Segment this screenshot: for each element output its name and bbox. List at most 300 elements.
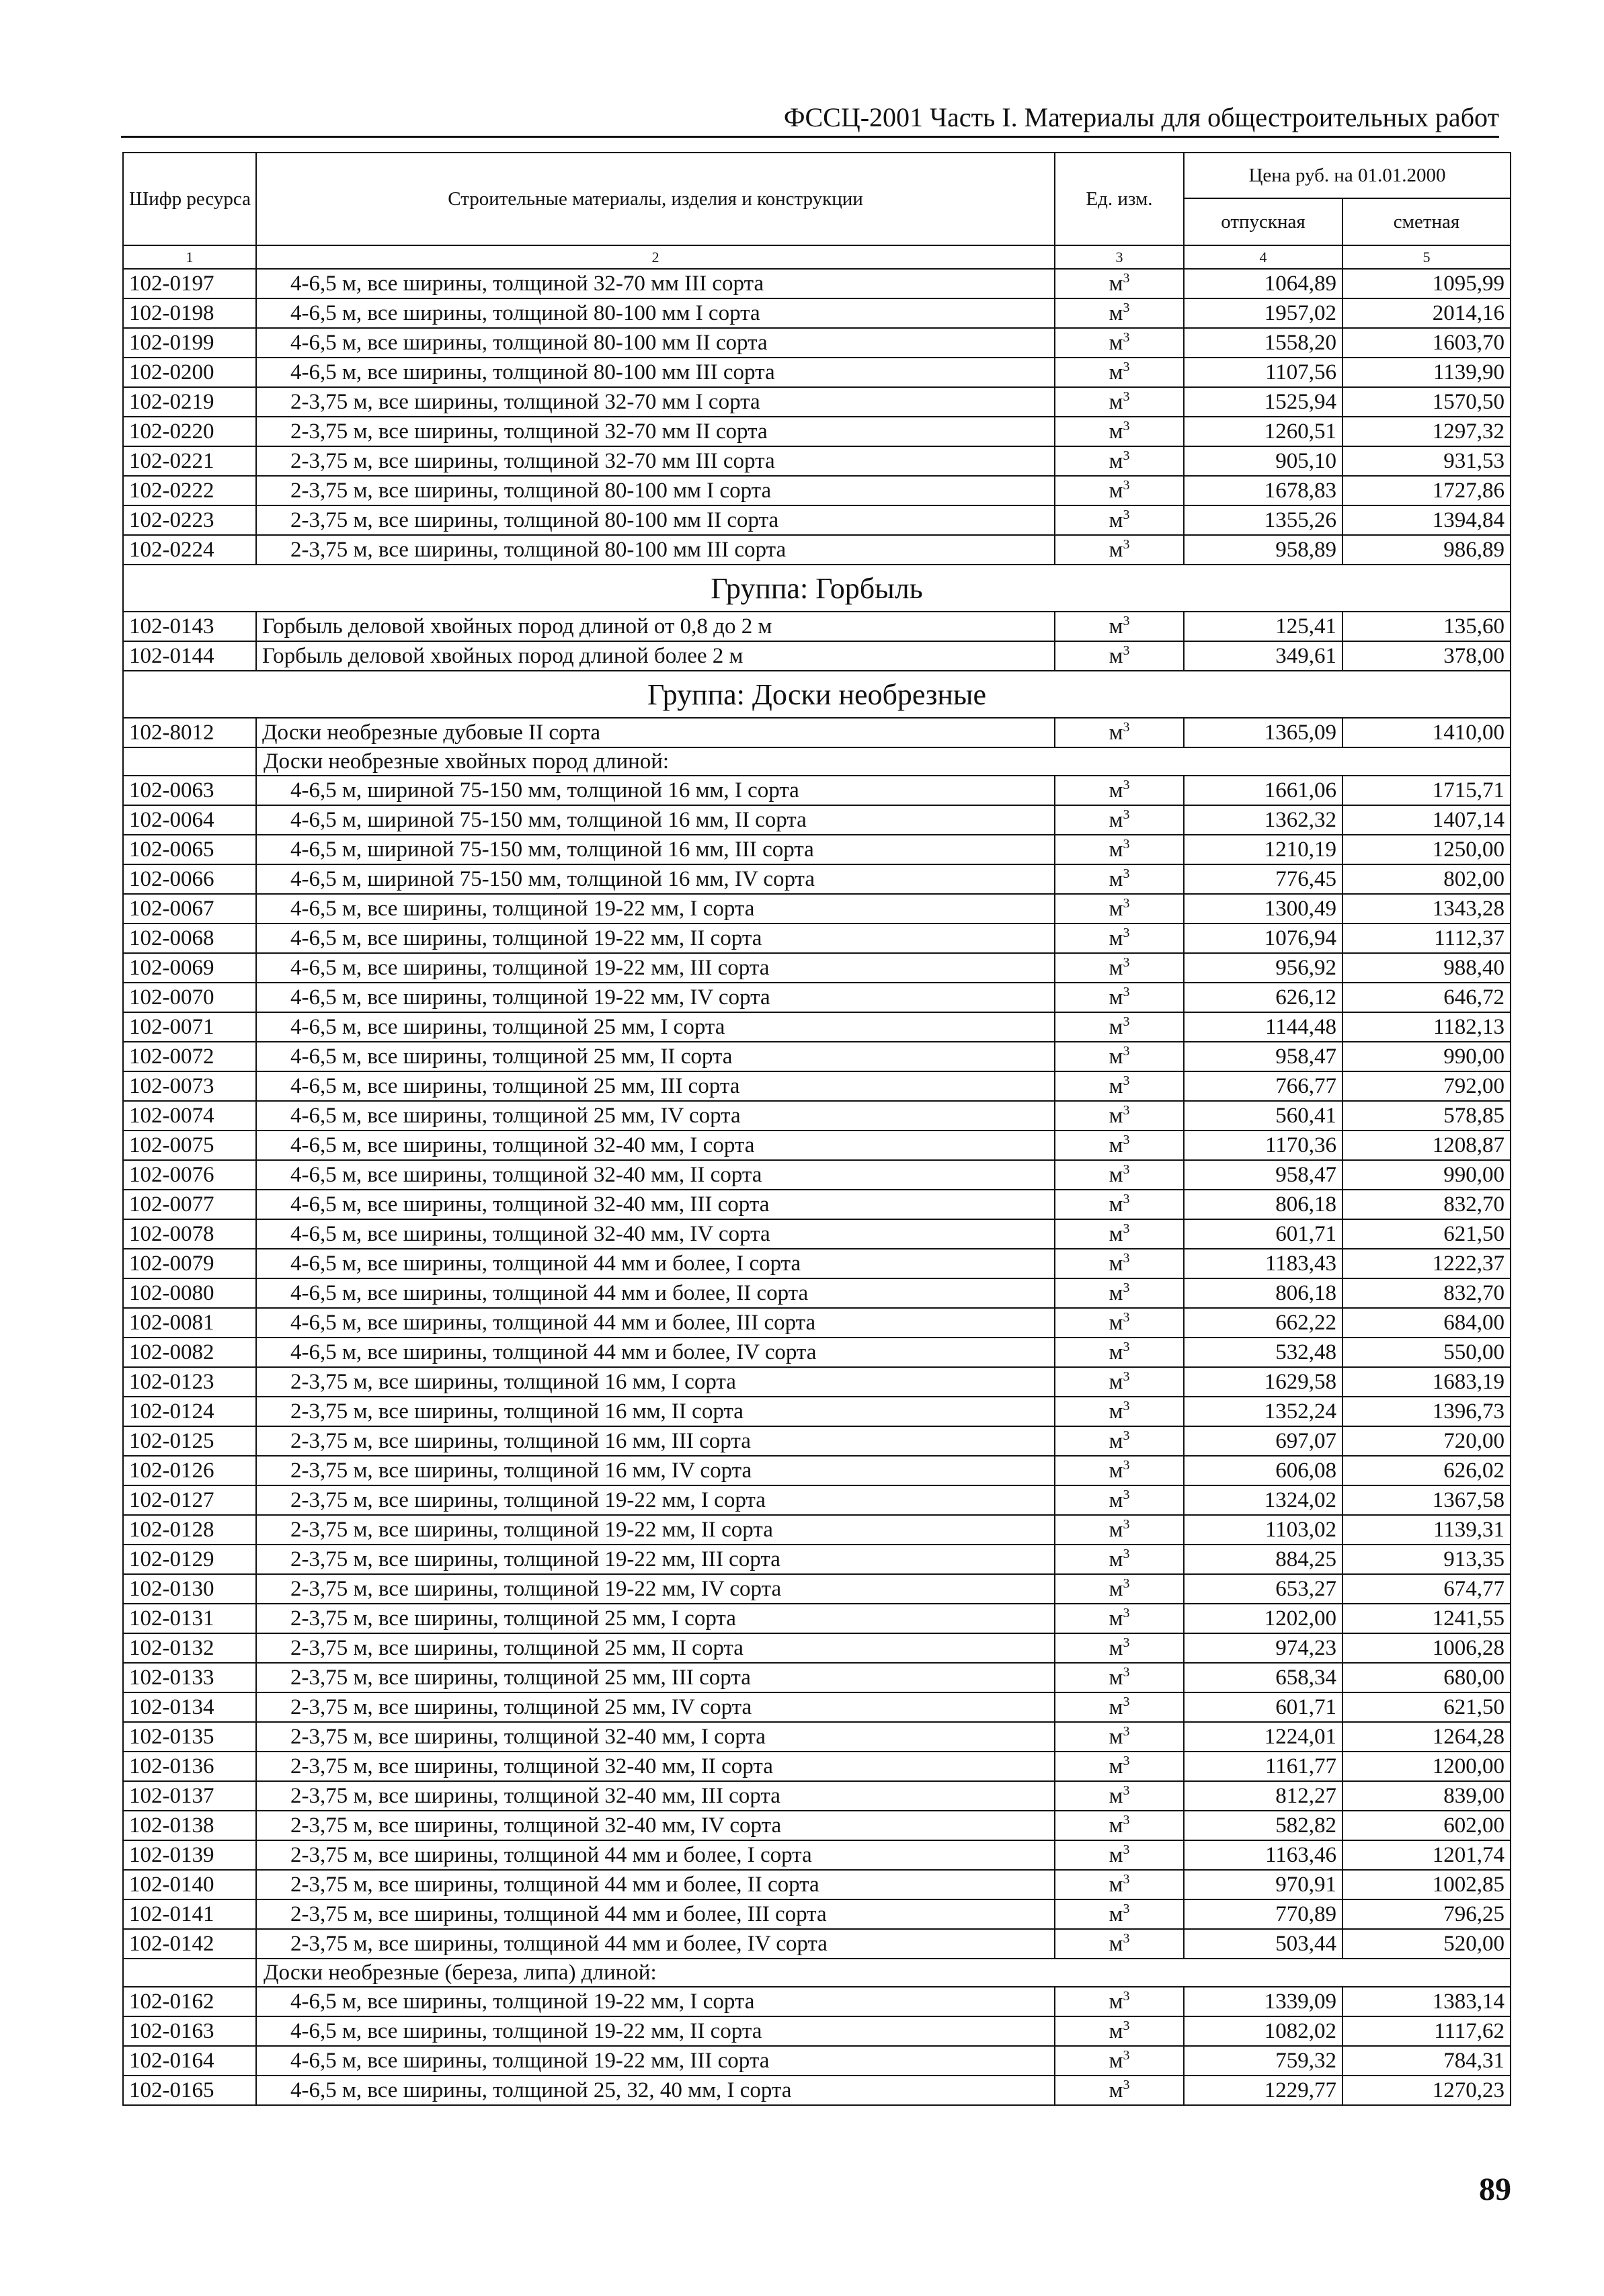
material-name: 2-3,75 м, все ширины, толщиной 16 мм, IV сорта (256, 1456, 1055, 1485)
material-name: 2-3,75 м, все ширины, толщиной 25 мм, III сорта (256, 1663, 1055, 1692)
price-estimate: 792,00 (1342, 1071, 1511, 1101)
unit-cell (1055, 1456, 1184, 1485)
resource-code: 102-0064 (123, 805, 256, 835)
resource-code: 102-0136 (123, 1752, 256, 1781)
price-release: 812,27 (1184, 1781, 1342, 1811)
unit-base: м (1109, 985, 1123, 1010)
unit-exponent: 3 (1123, 1044, 1130, 1059)
table-row (123, 1692, 1511, 1722)
unit-exponent: 3 (1123, 300, 1130, 315)
resource-code: 102-0138 (123, 1811, 256, 1840)
unit-exponent: 3 (1123, 926, 1130, 940)
price-estimate: 1270,23 (1342, 2076, 1511, 2105)
price-estimate: 931,53 (1342, 446, 1511, 476)
unit-cell (1055, 983, 1184, 1012)
table-row (123, 1071, 1511, 1101)
table-row (123, 1811, 1511, 1840)
unit-base: м (1109, 1547, 1123, 1571)
price-release: 1629,58 (1184, 1367, 1342, 1397)
price-release: 601,71 (1184, 1692, 1342, 1722)
unit-exponent: 3 (1123, 1073, 1130, 1088)
table-row (123, 1545, 1511, 1574)
price-estimate: 1182,13 (1342, 1012, 1511, 1042)
unit-exponent: 3 (1123, 448, 1130, 463)
material-name: 4-6,5 м, все ширины, толщиной 80-100 мм I сорта (256, 298, 1055, 328)
table-row (123, 269, 1511, 298)
unit-cell (1055, 269, 1184, 298)
unit-cell (1055, 298, 1184, 328)
material-name: 2-3,75 м, все ширины, толщиной 25 мм, I сорта (256, 1604, 1055, 1633)
table-row (123, 1633, 1511, 1663)
price-release: 956,92 (1184, 953, 1342, 983)
unit-cell (1055, 1840, 1184, 1870)
unit-cell (1055, 1101, 1184, 1131)
price-release: 1661,06 (1184, 776, 1342, 805)
material-name: 4-6,5 м, все ширины, толщиной 19-22 мм, II сорта (256, 924, 1055, 953)
unit-exponent: 3 (1123, 985, 1130, 999)
col-number: 2 (256, 245, 1055, 269)
resource-code: 102-0143 (123, 612, 256, 641)
unit-exponent: 3 (1123, 1635, 1130, 1650)
table-row (123, 805, 1511, 835)
table-row (123, 1397, 1511, 1426)
unit-base: м (1109, 449, 1123, 473)
material-name: 4-6,5 м, все ширины, толщиной 44 мм и более, III сорта (256, 1308, 1055, 1338)
unit-base: м (1109, 1813, 1123, 1838)
unit-exponent: 3 (1123, 389, 1130, 404)
price-release: 1957,02 (1184, 298, 1342, 328)
price-estimate: 1006,28 (1342, 1633, 1511, 1663)
table-row (123, 446, 1511, 476)
table-row (123, 1781, 1511, 1811)
price-estimate: 796,25 (1342, 1899, 1511, 1929)
resource-code: 102-0165 (123, 2076, 256, 2105)
unit-cell (1055, 1515, 1184, 1545)
price-release: 958,47 (1184, 1042, 1342, 1071)
unit-exponent: 3 (1123, 1340, 1130, 1354)
unit-exponent: 3 (1123, 955, 1130, 970)
resource-code: 102-0132 (123, 1633, 256, 1663)
unit-base: м (1109, 1932, 1123, 1956)
material-name: 4-6,5 м, все ширины, толщиной 80-100 мм III сорта (256, 358, 1055, 387)
unit-base: м (1109, 2078, 1123, 2102)
material-name: 4-6,5 м, все ширины, толщиной 25 мм, IV сорта (256, 1101, 1055, 1131)
material-name: 2-3,75 м, все ширины, толщиной 32-40 мм, I сорта (256, 1722, 1055, 1752)
unit-exponent: 3 (1123, 643, 1130, 658)
col-header-unit: Ед. изм. (1055, 153, 1184, 245)
unit-base: м (1109, 508, 1123, 532)
material-name: Горбыль деловой хвойных пород длиной от 0,8 до 2 м (256, 612, 1055, 641)
resource-code: 102-0131 (123, 1604, 256, 1633)
unit-base: м (1109, 2049, 1123, 2073)
resource-code: 102-0140 (123, 1870, 256, 1899)
price-estimate: 784,31 (1342, 2046, 1511, 2076)
table-row (123, 983, 1511, 1012)
table-row (123, 1426, 1511, 1456)
table-row (123, 1308, 1511, 1338)
unit-base: м (1109, 1459, 1123, 1483)
unit-base: м (1109, 1725, 1123, 1749)
unit-base: м (1109, 2019, 1123, 2043)
unit-exponent: 3 (1123, 1783, 1130, 1798)
resource-code: 102-0142 (123, 1929, 256, 1959)
resource-code: 102-0075 (123, 1131, 256, 1160)
table-body (123, 269, 1511, 2105)
resource-code: 102-0082 (123, 1338, 256, 1367)
unit-exponent: 3 (1123, 271, 1130, 286)
unit-cell (1055, 1042, 1184, 1071)
table-row (123, 1219, 1511, 1249)
material-name: 2-3,75 м, все ширины, толщиной 19-22 мм, IV сорта (256, 1574, 1055, 1604)
unit-cell (1055, 446, 1184, 476)
resource-code: 102-0144 (123, 641, 256, 671)
unit-cell (1055, 417, 1184, 446)
unit-exponent: 3 (1123, 1103, 1130, 1118)
price-estimate: 1603,70 (1342, 328, 1511, 358)
unit-cell (1055, 1870, 1184, 1899)
unit-cell (1055, 1338, 1184, 1367)
unit-base: м (1109, 808, 1123, 832)
table-row (123, 864, 1511, 894)
material-name: 2-3,75 м, все ширины, толщиной 80-100 мм II сорта (256, 505, 1055, 535)
subheading: Доски необрезные хвойных пород длиной: (256, 747, 1511, 776)
page-header-title: ФССЦ-2001 Часть I. Материалы для общестроительных работ (783, 102, 1499, 132)
material-name: 4-6,5 м, все ширины, толщиной 32-40 мм, III сорта (256, 1190, 1055, 1219)
unit-exponent: 3 (1123, 1547, 1130, 1561)
table-row (123, 1929, 1511, 1959)
price-release: 606,08 (1184, 1456, 1342, 1485)
price-release: 1224,01 (1184, 1722, 1342, 1752)
price-estimate: 990,00 (1342, 1042, 1511, 1071)
price-release: 349,61 (1184, 641, 1342, 671)
price-release: 884,25 (1184, 1545, 1342, 1574)
table-row (123, 387, 1511, 417)
price-release: 1144,48 (1184, 1012, 1342, 1042)
resource-code: 102-0071 (123, 1012, 256, 1042)
table-row (123, 358, 1511, 387)
unit-exponent: 3 (1123, 1931, 1130, 1946)
price-release: 1210,19 (1184, 835, 1342, 864)
price-release: 776,45 (1184, 864, 1342, 894)
unit-base: м (1109, 1222, 1123, 1246)
table-row (123, 953, 1511, 983)
price-estimate: 1410,00 (1342, 718, 1511, 747)
price-release: 1103,02 (1184, 1515, 1342, 1545)
resource-code: 102-0128 (123, 1515, 256, 1545)
material-name: 4-6,5 м, все ширины, толщиной 32-40 мм, I сорта (256, 1131, 1055, 1160)
price-estimate: 990,00 (1342, 1160, 1511, 1190)
price-estimate: 680,00 (1342, 1663, 1511, 1692)
table-row (123, 1338, 1511, 1367)
price-release: 1678,83 (1184, 476, 1342, 505)
resource-code: 102-0124 (123, 1397, 256, 1426)
resource-code: 102-0078 (123, 1219, 256, 1249)
material-name: 2-3,75 м, все ширины, толщиной 44 мм и более, III сорта (256, 1899, 1055, 1929)
unit-exponent: 3 (1123, 419, 1130, 434)
table-row (123, 1190, 1511, 1219)
resource-code: 102-0197 (123, 269, 256, 298)
price-release: 1362,32 (1184, 805, 1342, 835)
group-heading-row (123, 565, 1511, 612)
unit-base: м (1109, 1399, 1123, 1424)
unit-cell (1055, 776, 1184, 805)
price-estimate: 1715,71 (1342, 776, 1511, 805)
unit-exponent: 3 (1123, 1369, 1130, 1384)
resource-code: 102-8012 (123, 718, 256, 747)
unit-cell (1055, 1811, 1184, 1840)
unit-exponent: 3 (1123, 478, 1130, 493)
resource-code: 102-0073 (123, 1071, 256, 1101)
unit-exponent: 3 (1123, 1665, 1130, 1680)
unit-base: м (1109, 1843, 1123, 1867)
unit-exponent: 3 (1123, 537, 1130, 552)
price-estimate: 621,50 (1342, 1692, 1511, 1722)
unit-cell (1055, 953, 1184, 983)
material-name: 2-3,75 м, все ширины, толщиной 44 мм и более, IV сорта (256, 1929, 1055, 1959)
unit-exponent: 3 (1123, 1517, 1130, 1532)
resource-code: 102-0220 (123, 417, 256, 446)
unit-cell (1055, 612, 1184, 641)
unit-base: м (1109, 1370, 1123, 1394)
resource-code: 102-0081 (123, 1308, 256, 1338)
material-name: 2-3,75 м, все ширины, толщиной 25 мм, II сорта (256, 1633, 1055, 1663)
unit-base: м (1109, 778, 1123, 803)
unit-cell (1055, 864, 1184, 894)
unit-base: м (1109, 1311, 1123, 1335)
unit-cell (1055, 358, 1184, 387)
resource-code: 102-0221 (123, 446, 256, 476)
unit-base: м (1109, 1281, 1123, 1305)
material-name: 4-6,5 м, все ширины, толщиной 25 мм, II сорта (256, 1042, 1055, 1071)
price-release: 1558,20 (1184, 328, 1342, 358)
resource-code: 102-0076 (123, 1160, 256, 1190)
price-estimate: 1241,55 (1342, 1604, 1511, 1633)
price-release: 1163,46 (1184, 1840, 1342, 1870)
unit-cell (1055, 1781, 1184, 1811)
table-row (123, 535, 1511, 565)
unit-cell (1055, 1278, 1184, 1308)
unit-base: м (1109, 1518, 1123, 1542)
price-release: 974,23 (1184, 1633, 1342, 1663)
unit-cell (1055, 1987, 1184, 2016)
subheading: Доски необрезные (береза, липа) длиной: (256, 1959, 1511, 1987)
unit-cell (1055, 805, 1184, 835)
material-name: 2-3,75 м, все ширины, толщиной 80-100 мм III сорта (256, 535, 1055, 565)
price-release: 1107,56 (1184, 358, 1342, 387)
col-number: 1 (123, 245, 256, 269)
unit-cell (1055, 641, 1184, 671)
column-number-row (123, 245, 1511, 269)
price-estimate: 1095,99 (1342, 269, 1511, 298)
price-estimate: 1396,73 (1342, 1397, 1511, 1426)
price-release: 759,32 (1184, 2046, 1342, 2076)
price-release: 1365,09 (1184, 718, 1342, 747)
resource-code: 102-0074 (123, 1101, 256, 1131)
material-name: 2-3,75 м, все ширины, толщиной 44 мм и более, I сорта (256, 1840, 1055, 1870)
material-name: 4-6,5 м, все ширины, толщиной 32-70 мм III сорта (256, 269, 1055, 298)
unit-exponent: 3 (1123, 866, 1130, 881)
table-row (123, 2016, 1511, 2046)
price-release: 1355,26 (1184, 505, 1342, 535)
price-estimate: 1297,32 (1342, 417, 1511, 446)
resource-code: 102-0198 (123, 298, 256, 328)
col-number: 5 (1342, 245, 1511, 269)
price-estimate: 1683,19 (1342, 1367, 1511, 1397)
table-row (123, 1367, 1511, 1397)
price-estimate: 1117,62 (1342, 2016, 1511, 2046)
price-estimate: 1201,74 (1342, 1840, 1511, 1870)
resource-code: 102-0164 (123, 2046, 256, 2076)
unit-base: м (1109, 897, 1123, 921)
price-release: 532,48 (1184, 1338, 1342, 1367)
price-estimate: 520,00 (1342, 1929, 1511, 1959)
table-row (123, 1663, 1511, 1692)
unit-exponent: 3 (1123, 1606, 1130, 1621)
material-name: 4-6,5 м, все ширины, толщиной 19-22 мм, I сорта (256, 1987, 1055, 2016)
price-release: 1064,89 (1184, 269, 1342, 298)
resource-code: 102-0079 (123, 1249, 256, 1278)
price-estimate: 802,00 (1342, 864, 1511, 894)
unit-exponent: 3 (1123, 1221, 1130, 1236)
unit-base: м (1109, 956, 1123, 980)
material-name: 2-3,75 м, все ширины, толщиной 19-22 мм, I сорта (256, 1485, 1055, 1515)
material-name: 2-3,75 м, все ширины, толщиной 32-70 мм II сорта (256, 417, 1055, 446)
subheading-code-cell (123, 747, 256, 776)
unit-exponent: 3 (1123, 507, 1130, 522)
unit-exponent: 3 (1123, 1162, 1130, 1177)
resource-code: 102-0125 (123, 1426, 256, 1456)
group-heading: Группа: Горбыль (123, 565, 1511, 612)
price-estimate: 832,70 (1342, 1190, 1511, 1219)
unit-base: м (1109, 1606, 1123, 1631)
resource-code: 102-0129 (123, 1545, 256, 1574)
resource-code: 102-0072 (123, 1042, 256, 1071)
table-row (123, 1515, 1511, 1545)
table-row (123, 1131, 1511, 1160)
unit-exponent: 3 (1123, 1192, 1130, 1206)
unit-exponent: 3 (1123, 1399, 1130, 1413)
unit-base: м (1109, 1074, 1123, 1098)
unit-exponent: 3 (1123, 1724, 1130, 1739)
resource-code: 102-0130 (123, 1574, 256, 1604)
price-release: 125,41 (1184, 612, 1342, 641)
unit-cell (1055, 1929, 1184, 1959)
col-header-price: Цена руб. на 01.01.2000 (1184, 153, 1511, 198)
resource-code: 102-0222 (123, 476, 256, 505)
price-release: 503,44 (1184, 1929, 1342, 1959)
unit-cell (1055, 835, 1184, 864)
unit-cell (1055, 1722, 1184, 1752)
table-row (123, 894, 1511, 924)
resource-code: 102-0126 (123, 1456, 256, 1485)
resource-code: 102-0080 (123, 1278, 256, 1308)
price-estimate: 1394,84 (1342, 505, 1511, 535)
price-release: 958,89 (1184, 535, 1342, 565)
unit-base: м (1109, 1666, 1123, 1690)
price-release: 1229,77 (1184, 2076, 1342, 2105)
unit-base: м (1109, 479, 1123, 503)
unit-exponent: 3 (1123, 1989, 1130, 2004)
unit-cell (1055, 1131, 1184, 1160)
price-estimate: 1200,00 (1342, 1752, 1511, 1781)
price-release: 905,10 (1184, 446, 1342, 476)
unit-exponent: 3 (1123, 1251, 1130, 1266)
material-name: 4-6,5 м, все ширины, толщиной 25 мм, I сорта (256, 1012, 1055, 1042)
price-release: 601,71 (1184, 1219, 1342, 1249)
unit-base: м (1109, 1695, 1123, 1719)
resource-code: 102-0223 (123, 505, 256, 535)
unit-cell (1055, 328, 1184, 358)
unit-exponent: 3 (1123, 1458, 1130, 1473)
unit-cell (1055, 2016, 1184, 2046)
price-estimate: 1264,28 (1342, 1722, 1511, 1752)
unit-base: м (1109, 1429, 1123, 1453)
resource-code: 102-0123 (123, 1367, 256, 1397)
unit-base: м (1109, 1636, 1123, 1660)
table-row (123, 298, 1511, 328)
table-row (123, 1101, 1511, 1131)
unit-cell (1055, 924, 1184, 953)
material-name: 2-3,75 м, все ширины, толщиной 16 мм, III сорта (256, 1426, 1055, 1456)
group-heading: Группа: Доски необрезные (123, 671, 1511, 718)
resource-code: 102-0162 (123, 1987, 256, 2016)
price-release: 658,34 (1184, 1663, 1342, 1692)
price-estimate: 626,02 (1342, 1456, 1511, 1485)
price-estimate: 1250,00 (1342, 835, 1511, 864)
price-estimate: 1139,31 (1342, 1515, 1511, 1545)
table-row (123, 1604, 1511, 1633)
price-release: 653,27 (1184, 1574, 1342, 1604)
unit-cell (1055, 1692, 1184, 1722)
price-estimate: 1222,37 (1342, 1249, 1511, 1278)
unit-cell (1055, 1574, 1184, 1604)
unit-base: м (1109, 721, 1123, 745)
resource-code: 102-0063 (123, 776, 256, 805)
unit-base: м (1109, 538, 1123, 562)
material-name: 4-6,5 м, все ширины, толщиной 19-22 мм, IV сорта (256, 983, 1055, 1012)
price-estimate: 1570,50 (1342, 387, 1511, 417)
material-name: Горбыль деловой хвойных пород длиной более 2 м (256, 641, 1055, 671)
page-header (121, 101, 1499, 138)
unit-exponent: 3 (1123, 720, 1130, 735)
unit-base: м (1109, 1133, 1123, 1157)
price-release: 1170,36 (1184, 1131, 1342, 1160)
unit-exponent: 3 (1123, 1576, 1130, 1591)
price-estimate: 674,77 (1342, 1574, 1511, 1604)
price-estimate: 986,89 (1342, 535, 1511, 565)
price-release: 626,12 (1184, 983, 1342, 1012)
table-row (123, 924, 1511, 953)
price-release: 1525,94 (1184, 387, 1342, 417)
unit-exponent: 3 (1123, 2048, 1130, 2063)
material-name: 2-3,75 м, все ширины, толщиной 32-40 мм, IV сорта (256, 1811, 1055, 1840)
material-name: 4-6,5 м, все ширины, толщиной 32-40 мм, II сорта (256, 1160, 1055, 1190)
resource-code: 102-0163 (123, 2016, 256, 2046)
unit-cell (1055, 2076, 1184, 2105)
unit-exponent: 3 (1123, 1014, 1130, 1029)
unit-base: м (1109, 1252, 1123, 1276)
col-header-name: Строительные материалы, изделия и конструкции (256, 153, 1055, 245)
table-row (123, 1249, 1511, 1278)
table-row (123, 476, 1511, 505)
unit-base: м (1109, 1104, 1123, 1128)
material-name: 2-3,75 м, все ширины, толщиной 44 мм и более, II сорта (256, 1870, 1055, 1899)
table-row (123, 1870, 1511, 1899)
price-release: 770,89 (1184, 1899, 1342, 1929)
unit-base: м (1109, 1873, 1123, 1897)
material-name: Доски необрезные дубовые II сорта (256, 718, 1055, 747)
unit-cell (1055, 1308, 1184, 1338)
